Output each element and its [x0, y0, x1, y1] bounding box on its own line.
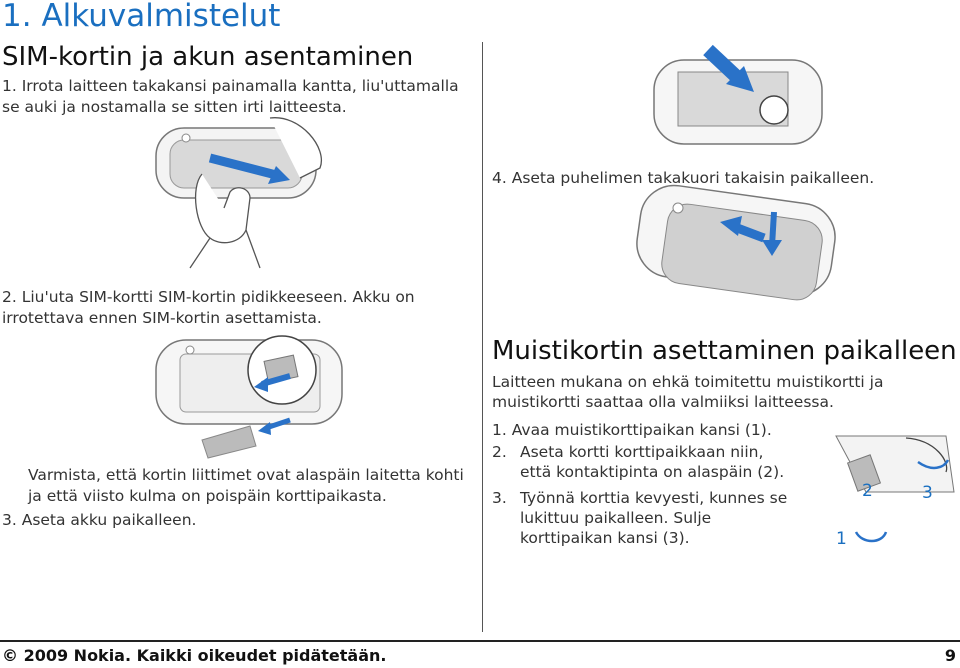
callout-label-3: 3: [922, 483, 933, 503]
page-number: 9: [944, 646, 956, 665]
memory-step-2-number: 2.: [492, 443, 507, 461]
step-3-text: 3. Aseta akku paikalleen.: [2, 511, 197, 529]
memory-step-2: [492, 442, 792, 482]
section-title-sim: SIM-kortin ja akun asentaminen: [2, 42, 414, 72]
memory-step-3-text: Työnnä korttia kevyesti, kunnes se lukittuu paikalleen. Sulje korttipaikan kansi (3).: [520, 489, 788, 547]
step-1-text: 1. Irrota laitteen takakansi painamalla kantta, liu'uttamalla se auki ja nostamalla se sitten irti laitteesta.: [2, 77, 459, 116]
chapter-title: Alkuvalmistelut: [41, 0, 281, 34]
memory-step-3-number: 3.: [492, 489, 507, 507]
step-2-text: 2. Liu'uta SIM-kortti SIM-kortin pidikkeeseen. Akku on irrotettava ennen SIM-kortin asettamista.: [2, 288, 415, 327]
memory-intro-text: Laitteen mukana on ehkä toimitettu muistikortti ja muistikortti saattaa olla valmiiksi laitteessa.: [492, 373, 884, 411]
sim-orientation-note: Varmista, että kortin liittimet ovat alaspäin laitetta kohti ja että viisto kulma on poispäin korttipaikasta.: [28, 466, 464, 505]
illustration-remove-cover: [150, 118, 330, 268]
step-4-text: 4. Aseta puhelimen takakuori takaisin paikalleen.: [492, 169, 875, 187]
memory-step-2-text: Aseta kortti korttipaikkaan niin, että kontaktipinta on alaspäin (2).: [520, 443, 785, 481]
illustration-replace-cover: [634, 188, 844, 318]
illustration-insert-battery: [648, 40, 828, 160]
section-title-memory: Muistikortin asettaminen paikalleen: [492, 336, 957, 366]
page-footer: [0, 640, 960, 668]
callout-label-1: 1: [836, 529, 847, 549]
chapter-number: 1.: [2, 0, 32, 34]
copyright-text: © 2009 Nokia. Kaikki oikeudet pidätetään.: [2, 646, 387, 665]
memory-step-3: [492, 488, 792, 548]
illustration-memory-card: [826, 432, 960, 552]
chapter-heading: [2, 0, 280, 34]
memory-step-1-text: 1. Avaa muistikorttipaikan kansi (1).: [492, 421, 772, 439]
callout-label-2: 2: [862, 481, 873, 501]
column-divider: [482, 42, 483, 632]
illustration-insert-sim: [150, 332, 350, 452]
